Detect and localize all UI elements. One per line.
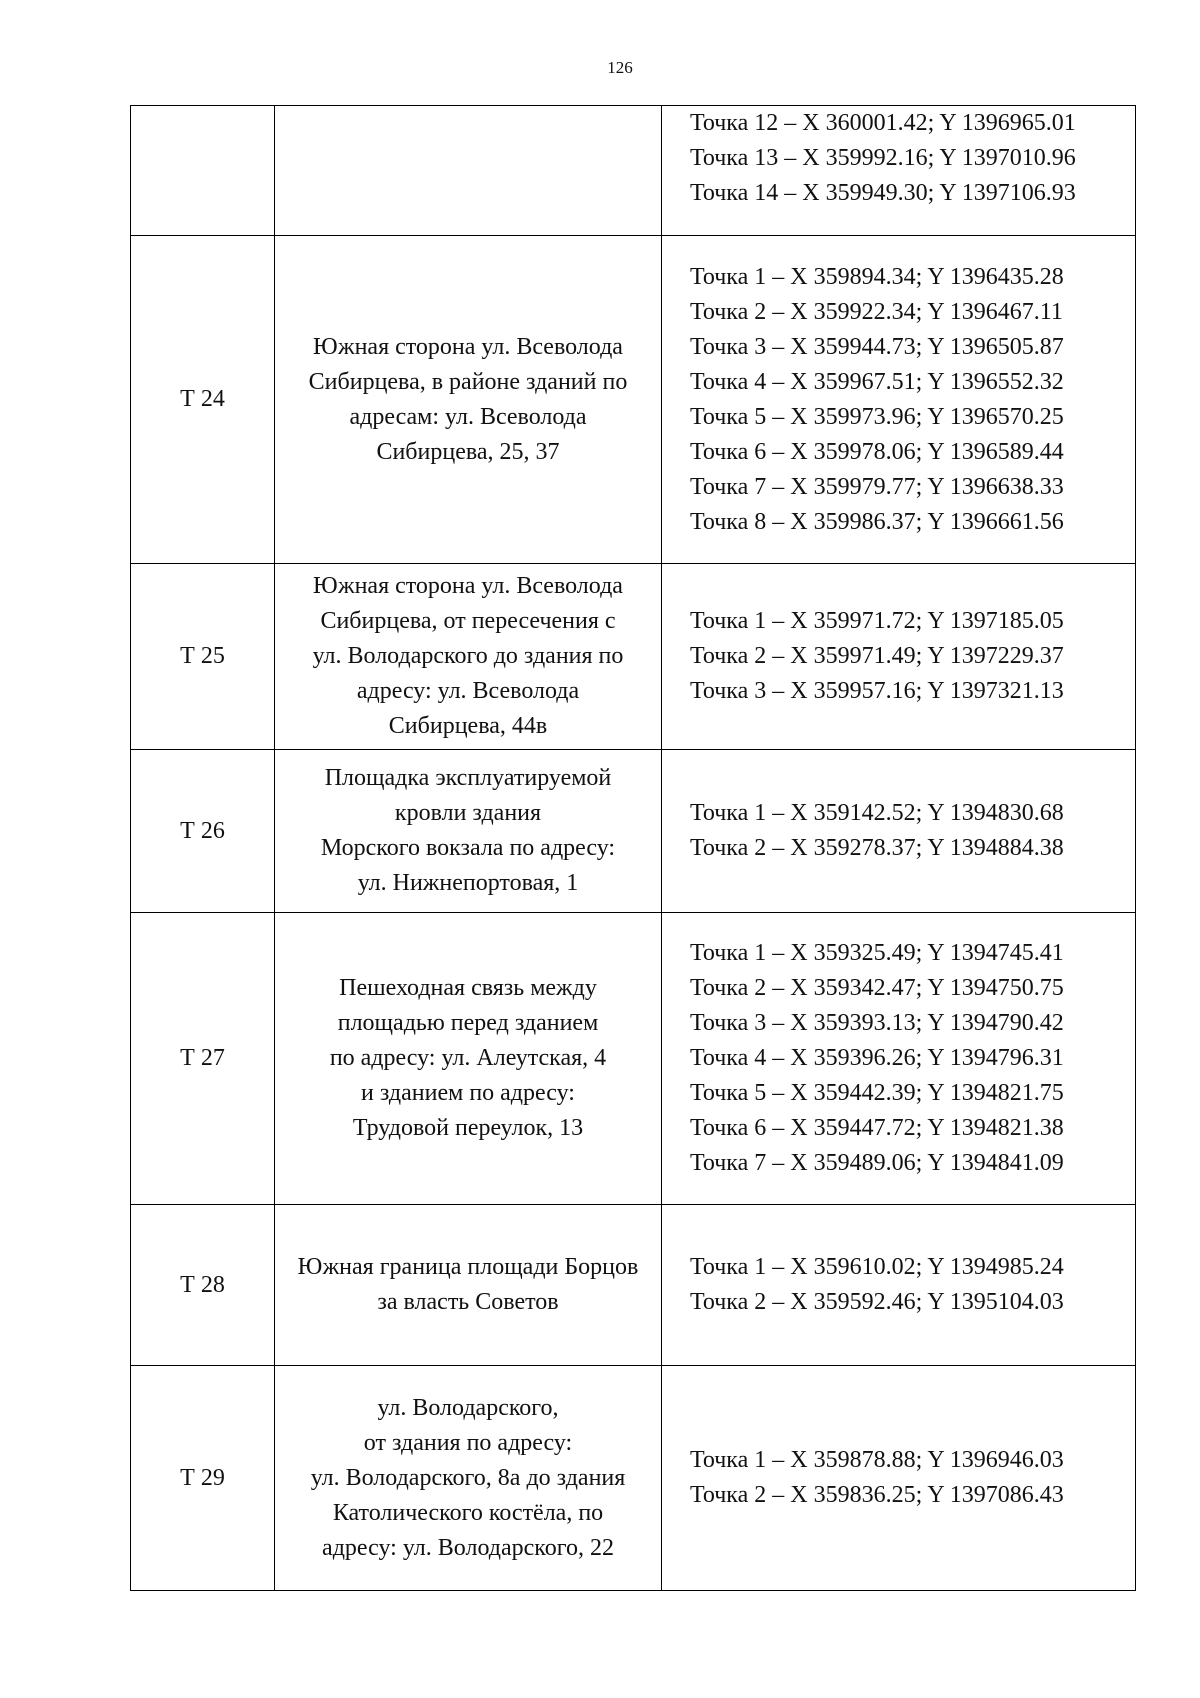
description-line: и зданием по адресу:: [361, 1080, 575, 1106]
coordinates-cell: [662, 106, 1136, 236]
zone-description-cell: [275, 106, 662, 236]
coordinate-point: Точка 7 – X 359979.77; Y 1396638.33: [690, 473, 1064, 500]
table-row: [131, 1205, 1136, 1366]
coordinate-point: Точка 6 – X 359978.06; Y 1396589.44: [690, 438, 1064, 465]
coordinate-point: Точка 13 – X 359992.16; Y 1397010.96: [690, 145, 1076, 171]
table-row: [131, 913, 1136, 1205]
coordinate-point: Точка 2 – X 359922.34; Y 1396467.11: [690, 298, 1063, 325]
zone-description-cell: [275, 750, 662, 913]
coordinate-point: Точка 2 – X 359592.46; Y 1395104.03: [690, 1289, 1064, 1315]
coordinate-point: Точка 3 – X 359957.16; Y 1397321.13: [690, 678, 1064, 704]
description-line: Трудовой переулок, 13: [352, 1115, 584, 1141]
coordinate-point: Точка 4 – X 359967.51; Y 1396552.32: [690, 368, 1064, 395]
table-row: [131, 564, 1136, 750]
coordinate-point: Точка 3 – X 359944.73; Y 1396505.87: [690, 333, 1064, 360]
coordinate-point: Точка 2 – X 359971.49; Y 1397229.37: [690, 643, 1064, 669]
table-row: [131, 106, 1136, 236]
description-line: Сибирцева, 25, 37: [376, 438, 560, 465]
coordinates-cell: [662, 236, 1136, 564]
description-line: Сибирцева, от пересечения с: [320, 608, 616, 634]
coordinates-cell: [662, 913, 1136, 1205]
zone-description-cell: [275, 913, 662, 1205]
coordinate-point: Точка 2 – X 359278.37; Y 1394884.38: [690, 835, 1064, 861]
description-line: Пешеходная связь между: [339, 975, 597, 1001]
description-line: адресам: ул. Всеволода: [349, 403, 587, 430]
description-line: за власть Советов: [377, 1289, 559, 1315]
description-line: по адресу: ул. Алеутская, 4: [329, 1045, 607, 1071]
table-body: [131, 106, 1136, 1591]
coordinates-cell: [662, 750, 1136, 913]
table-row: [131, 750, 1136, 913]
table-row: [131, 236, 1136, 564]
coordinate-point: Точка 7 – X 359489.06; Y 1394841.09: [690, 1150, 1064, 1176]
coordinates-cell: [662, 1205, 1136, 1366]
coordinate-point: Точка 1 – X 359894.34; Y 1396435.28: [690, 263, 1064, 290]
coordinate-point: Точка 1 – X 359325.49; Y 1394745.41: [690, 940, 1064, 966]
coordinate-point: Точка 6 – X 359447.72; Y 1394821.38: [690, 1115, 1064, 1141]
description-line: Площадка эксплуатируемой: [324, 765, 612, 791]
zone-description-cell: [275, 236, 662, 564]
coordinate-point: Точка 1 – X 359878.88; Y 1396946.03: [690, 1447, 1064, 1473]
description-line: площадью перед зданием: [337, 1010, 599, 1036]
coordinate-point: Точка 1 – X 359610.02; Y 1394985.24: [690, 1254, 1064, 1280]
table-row: [131, 1366, 1136, 1591]
description-line: Морского вокзала по адресу:: [320, 835, 616, 861]
description-line: ул. Володарского, 8а до здания: [310, 1464, 626, 1491]
description-line: ул. Нижнепортовая, 1: [357, 870, 579, 896]
description-line: Южная сторона ул. Всеволода: [313, 333, 623, 360]
coordinates-cell: [662, 1366, 1136, 1591]
description-line: Южная сторона ул. Всеволода: [313, 573, 623, 599]
description-line: Сибирцева, 44в: [388, 713, 548, 739]
description-line: Сибирцева, в районе зданий по: [308, 368, 628, 395]
zone-description-cell: [275, 564, 662, 750]
coordinate-point: Точка 5 – X 359442.39; Y 1394821.75: [690, 1080, 1064, 1106]
description-line: адресу: ул. Всеволода: [356, 678, 580, 704]
coordinate-point: Точка 8 – X 359986.37; Y 1396661.56: [690, 508, 1064, 535]
zone-code-cell: Т 27: [131, 913, 275, 1205]
coordinate-point: Точка 1 – X 359142.52; Y 1394830.68: [690, 800, 1064, 826]
description-line: адресу: ул. Володарского, 22: [322, 1534, 614, 1561]
zone-code-cell: Т 28: [131, 1205, 275, 1366]
coordinate-point: Точка 3 – X 359393.13; Y 1394790.42: [690, 1010, 1064, 1036]
coordinate-point: Точка 4 – X 359396.26; Y 1394796.31: [690, 1045, 1064, 1071]
zone-description-cell: [275, 1366, 662, 1591]
coordinate-point: Точка 2 – X 359342.47; Y 1394750.75: [690, 975, 1064, 1001]
description-line: Католического костёла, по: [332, 1499, 604, 1526]
coordinate-point: Точка 5 – X 359973.96; Y 1396570.25: [690, 403, 1064, 430]
coordinate-point: Точка 14 – X 359949.30; Y 1397106.93: [690, 180, 1076, 206]
description-line: кровли здания: [394, 800, 542, 826]
description-line: Южная граница площади Борцов: [297, 1254, 639, 1280]
coordinate-point: Точка 12 – X 360001.42; Y 1396965.01: [690, 110, 1076, 136]
coordinates-cell: [662, 564, 1136, 750]
page-number: 126: [607, 58, 633, 77]
coordinate-point: Точка 2 – X 359836.25; Y 1397086.43: [690, 1482, 1064, 1508]
description-line: от здания по адресу:: [363, 1429, 573, 1456]
coordinates-table: [130, 105, 1136, 1591]
zone-code-cell: Т 25: [131, 564, 275, 750]
description-line: ул. Володарского до здания по: [312, 643, 624, 669]
zone-code-cell: Т 29: [131, 1366, 275, 1591]
coordinate-point: Точка 1 – X 359971.72; Y 1397185.05: [690, 608, 1064, 634]
zone-description-cell: [275, 1205, 662, 1366]
zone-code-cell: Т 24: [131, 236, 275, 564]
zone-code-cell: Т 26: [131, 750, 275, 913]
description-line: ул. Володарского,: [377, 1394, 559, 1421]
zone-code-cell: [131, 106, 275, 236]
